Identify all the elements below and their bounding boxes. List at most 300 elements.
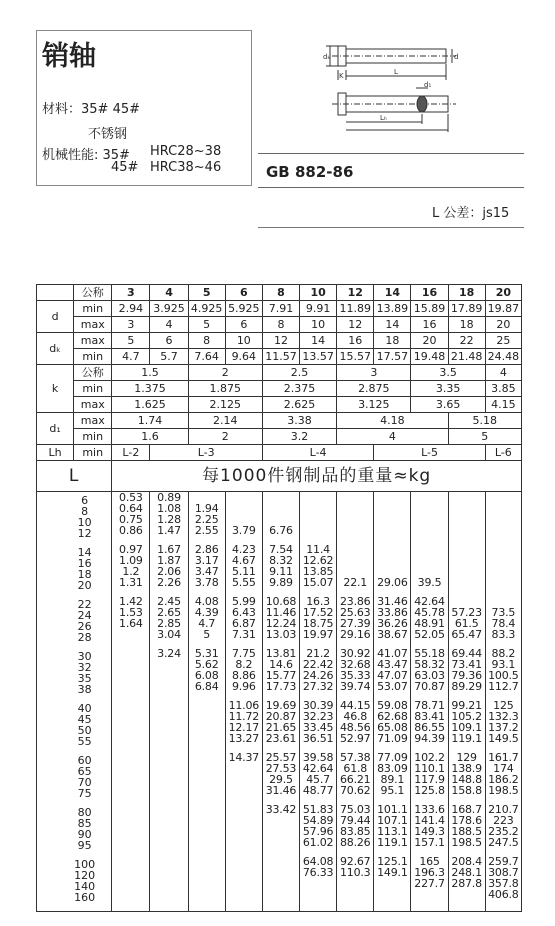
weight-value: 149.5 bbox=[488, 732, 519, 745]
weight-value: 30.92 bbox=[339, 647, 371, 660]
weight-value: 99.21 bbox=[451, 699, 482, 712]
weight-group bbox=[226, 492, 262, 536]
nominal-label: 公称 bbox=[74, 285, 112, 301]
length-value: 75 bbox=[77, 787, 92, 800]
weight-group bbox=[112, 856, 149, 900]
weight-value bbox=[189, 804, 225, 815]
weight-value: 46.8 bbox=[343, 710, 368, 723]
size-header: 4 bbox=[150, 285, 188, 301]
header-row bbox=[37, 285, 522, 301]
length-value: 45 bbox=[77, 713, 92, 726]
weight-value: 1.94 bbox=[194, 502, 219, 515]
weight-group bbox=[112, 648, 149, 692]
weight-value: 15.77 bbox=[265, 669, 297, 682]
lh-value: L-5 bbox=[374, 445, 485, 461]
weight-value bbox=[411, 544, 447, 555]
d-min-value: 4.925 bbox=[188, 301, 225, 317]
weight-value: 45.7 bbox=[306, 773, 330, 786]
weight-group bbox=[411, 804, 447, 848]
weight-value: 2.06 bbox=[157, 565, 181, 578]
d-max-value: 10 bbox=[300, 317, 337, 333]
divider bbox=[258, 153, 524, 154]
weight-value: 75.03 bbox=[339, 803, 371, 816]
weight-group bbox=[150, 596, 187, 640]
weight-value: 0.86 bbox=[119, 524, 143, 537]
weight-value: 2.65 bbox=[157, 606, 181, 619]
length-group bbox=[58, 651, 111, 695]
mech-45-value: HRC38~46 bbox=[150, 160, 222, 175]
weight-group bbox=[374, 804, 410, 848]
d1-max-value: 1.74 bbox=[112, 413, 188, 429]
weight-group bbox=[150, 700, 187, 744]
length-value: 70 bbox=[77, 776, 92, 789]
weight-group bbox=[112, 544, 149, 588]
weight-value bbox=[150, 837, 187, 848]
weight-value bbox=[486, 525, 521, 536]
weight-value: 11.4 bbox=[306, 543, 330, 556]
weight-value: 149.1 bbox=[377, 866, 408, 879]
weight-value bbox=[374, 525, 410, 536]
weight-value bbox=[226, 503, 262, 514]
weight-value: 95.1 bbox=[380, 784, 405, 797]
weight-value: 73.5 bbox=[491, 606, 516, 619]
weight-value: 5.99 bbox=[231, 595, 256, 608]
lh-value: L-2 bbox=[112, 445, 150, 461]
min-label: min bbox=[74, 445, 112, 461]
weight-value: 109.1 bbox=[451, 721, 482, 734]
weight-value bbox=[300, 492, 336, 503]
weight-value bbox=[112, 774, 149, 785]
weight-value: 29.5 bbox=[269, 773, 293, 786]
weight-value: 1.53 bbox=[119, 606, 143, 619]
weight-value: 70.87 bbox=[414, 680, 445, 693]
weight-value: 6.76 bbox=[269, 524, 293, 537]
weight-value: 210.7 bbox=[488, 803, 519, 816]
weight-value bbox=[150, 670, 187, 681]
size-header: 3 bbox=[112, 285, 150, 301]
weight-group bbox=[411, 856, 447, 900]
weight-value: 3.78 bbox=[194, 576, 219, 589]
weight-group bbox=[189, 544, 225, 588]
weight-value: 31.46 bbox=[377, 595, 408, 608]
d-min-value: 9.91 bbox=[300, 301, 337, 317]
weight-value bbox=[226, 837, 262, 848]
length-group bbox=[58, 599, 111, 643]
weight-value bbox=[189, 867, 225, 878]
weight-value: 12.24 bbox=[265, 617, 297, 630]
weight-group bbox=[150, 752, 187, 796]
weight-value: 7.54 bbox=[269, 543, 293, 556]
weight-group bbox=[150, 492, 187, 536]
weight-value bbox=[112, 681, 149, 692]
weight-value: 83.41 bbox=[414, 710, 445, 723]
weight-group bbox=[112, 492, 149, 536]
weight-value: 32.68 bbox=[339, 658, 371, 671]
weight-value: 89.29 bbox=[451, 680, 482, 693]
weight-value bbox=[486, 555, 521, 566]
weight-value: 21.65 bbox=[265, 721, 297, 734]
weight-value: 33.45 bbox=[302, 721, 334, 734]
d1-min-value: 4 bbox=[337, 429, 448, 445]
weight-value bbox=[112, 722, 149, 733]
weight-group bbox=[486, 648, 521, 692]
dk-min-value: 15.57 bbox=[337, 349, 374, 365]
weight-group bbox=[150, 648, 187, 692]
weight-value: 83.85 bbox=[339, 825, 371, 838]
length-value: 90 bbox=[77, 828, 92, 841]
weight-value: 125.1 bbox=[377, 855, 408, 868]
length-value: 6 bbox=[81, 494, 89, 507]
weight-group bbox=[374, 648, 410, 692]
weight-value bbox=[112, 867, 149, 878]
weight-value: 52.05 bbox=[414, 628, 445, 641]
weight-value: 188.5 bbox=[451, 825, 482, 838]
dk-min-value: 7.64 bbox=[188, 349, 225, 365]
weight-value bbox=[150, 785, 187, 796]
dk-min-value: 17.57 bbox=[374, 349, 411, 365]
weight-value: 133.6 bbox=[414, 803, 445, 816]
weight-group bbox=[337, 648, 373, 692]
weight-value bbox=[449, 577, 485, 588]
weight-value: 22.42 bbox=[302, 658, 334, 671]
weight-group bbox=[189, 856, 225, 900]
weight-value bbox=[112, 752, 149, 763]
weight-value: 2.85 bbox=[157, 617, 181, 630]
weight-group bbox=[411, 492, 447, 536]
weight-value: 29.06 bbox=[377, 576, 408, 589]
mech-45-grade: 45# bbox=[111, 160, 139, 175]
weight-value: 223 bbox=[493, 814, 514, 827]
weight-value: 227.7 bbox=[414, 877, 445, 890]
length-group bbox=[58, 755, 111, 799]
weight-value: 13.03 bbox=[265, 628, 297, 641]
d1-min-row bbox=[37, 429, 522, 445]
weight-value: 61.8 bbox=[343, 762, 368, 775]
weight-value bbox=[486, 544, 521, 555]
weight-value bbox=[411, 492, 447, 503]
length-value: 80 bbox=[77, 806, 92, 819]
weight-group bbox=[337, 804, 373, 848]
weight-value bbox=[189, 722, 225, 733]
weight-group bbox=[337, 544, 373, 588]
weight-value: 41.07 bbox=[377, 647, 408, 660]
weight-value bbox=[486, 492, 521, 503]
weight-value: 89.1 bbox=[380, 773, 405, 786]
weight-value: 6.84 bbox=[194, 680, 219, 693]
weight-value bbox=[150, 774, 187, 785]
weight-value bbox=[150, 763, 187, 774]
weight-value bbox=[263, 503, 299, 514]
weight-value: 83.3 bbox=[491, 628, 516, 641]
weight-value: 1.2 bbox=[122, 565, 140, 578]
dk-min-value: 13.57 bbox=[300, 349, 337, 365]
weight-value: 92.67 bbox=[339, 855, 371, 868]
weight-group bbox=[337, 856, 373, 900]
weight-value: 149.3 bbox=[414, 825, 445, 838]
weight-value bbox=[263, 826, 299, 837]
weight-value bbox=[449, 889, 485, 900]
weight-value bbox=[112, 856, 149, 867]
weight-value: 110.1 bbox=[414, 762, 445, 775]
weight-value bbox=[337, 503, 373, 514]
dk-max-row bbox=[37, 333, 522, 349]
length-value: 140 bbox=[74, 880, 96, 893]
weight-value: 110.3 bbox=[339, 866, 371, 879]
weight-group bbox=[449, 700, 485, 744]
weight-value bbox=[150, 889, 187, 900]
weight-value: 8.2 bbox=[235, 658, 253, 671]
material-label: 材料：35# 45# bbox=[42, 102, 141, 117]
length-value: 65 bbox=[77, 765, 92, 778]
size-header: 18 bbox=[448, 285, 485, 301]
weight-value bbox=[189, 856, 225, 867]
weight-value bbox=[226, 889, 262, 900]
weight-value: 6.08 bbox=[194, 669, 219, 682]
length-value: 50 bbox=[77, 724, 92, 737]
weight-value bbox=[263, 867, 299, 878]
weight-value: 112.7 bbox=[488, 680, 519, 693]
weight-value: 2.55 bbox=[194, 524, 219, 537]
length-value: 160 bbox=[74, 891, 96, 904]
weight-value: 71.09 bbox=[377, 732, 408, 745]
weight-value: 174 bbox=[493, 762, 514, 775]
weight-value: 57.23 bbox=[451, 606, 482, 619]
weight-value bbox=[449, 525, 485, 536]
weight-value: 6.43 bbox=[231, 606, 256, 619]
size-header: 10 bbox=[300, 285, 337, 301]
dk-max-value: 14 bbox=[300, 333, 337, 349]
divider bbox=[258, 187, 524, 188]
weight-value: 8.32 bbox=[269, 554, 293, 567]
weight-group bbox=[150, 856, 187, 900]
weight-value: 55.18 bbox=[414, 647, 445, 660]
weight-group bbox=[263, 596, 299, 640]
weight-value: 1.64 bbox=[119, 617, 143, 630]
size-header: 6 bbox=[225, 285, 262, 301]
size-header: 12 bbox=[337, 285, 374, 301]
weight-value: 65.47 bbox=[451, 628, 482, 641]
d-min-value: 13.89 bbox=[374, 301, 411, 317]
length-value: 26 bbox=[77, 620, 92, 633]
k-nominal-value: 4 bbox=[485, 365, 521, 381]
max-label: max bbox=[74, 397, 112, 413]
weight-value: 93.1 bbox=[491, 658, 516, 671]
dimension-table bbox=[36, 284, 522, 912]
weight-value: 247.5 bbox=[488, 836, 519, 849]
weight-value bbox=[226, 826, 262, 837]
weight-value: 9.96 bbox=[231, 680, 256, 693]
weight-value: 69.44 bbox=[451, 647, 482, 660]
weight-value: 65.08 bbox=[377, 721, 408, 734]
weight-value bbox=[112, 659, 149, 670]
weight-value: 165 bbox=[419, 855, 440, 868]
weight-value: 8.86 bbox=[231, 669, 256, 682]
weight-value: 3.47 bbox=[194, 565, 219, 578]
mech-label: 机械性能: 35# bbox=[42, 148, 130, 163]
d1-min-value: 3.2 bbox=[262, 429, 336, 445]
length-value: 28 bbox=[77, 631, 92, 644]
size-header: 20 bbox=[485, 285, 521, 301]
weight-value bbox=[411, 555, 447, 566]
min-label: min bbox=[74, 349, 112, 365]
k-min-value: 2.875 bbox=[337, 381, 411, 397]
weight-value: 83.09 bbox=[377, 762, 408, 775]
length-value: 32 bbox=[77, 661, 92, 674]
weight-value bbox=[300, 503, 336, 514]
weight-value bbox=[226, 867, 262, 878]
weight-value bbox=[449, 503, 485, 514]
weight-value: 17.52 bbox=[302, 606, 334, 619]
weight-group bbox=[411, 544, 447, 588]
length-value: 14 bbox=[77, 546, 92, 559]
label-k: K bbox=[339, 72, 344, 80]
weight-value: 1.42 bbox=[119, 595, 143, 608]
weight-value: 16.3 bbox=[306, 595, 330, 608]
weight-value: 94.39 bbox=[414, 732, 445, 745]
length-value: 60 bbox=[77, 754, 92, 767]
weight-column bbox=[411, 492, 448, 912]
weight-value: 73.41 bbox=[451, 658, 482, 671]
weight-value: 79.36 bbox=[451, 669, 482, 682]
weight-value: 51.83 bbox=[302, 803, 334, 816]
weight-value bbox=[411, 514, 447, 525]
label-d1: d₁ bbox=[424, 81, 432, 89]
weight-value bbox=[112, 826, 149, 837]
lh-value: L-3 bbox=[150, 445, 262, 461]
d-max-row bbox=[37, 317, 522, 333]
weight-value bbox=[337, 544, 373, 555]
weight-value bbox=[374, 503, 410, 514]
weight-value: 1.28 bbox=[157, 513, 181, 526]
weight-group bbox=[449, 648, 485, 692]
weight-value bbox=[112, 889, 149, 900]
weight-value bbox=[337, 525, 373, 536]
weight-value: 36.26 bbox=[377, 617, 408, 630]
d-max-value: 16 bbox=[411, 317, 448, 333]
standard-number: GB 882-86 bbox=[266, 163, 354, 181]
weight-value: 248.1 bbox=[451, 866, 482, 879]
weight-value: 4.39 bbox=[194, 606, 219, 619]
weight-group bbox=[374, 596, 410, 640]
weight-group bbox=[411, 648, 447, 692]
d1-max-value: 4.18 bbox=[337, 413, 448, 429]
weight-value bbox=[150, 804, 187, 815]
weight-value: 35.33 bbox=[339, 669, 371, 682]
length-value: 55 bbox=[77, 735, 92, 748]
mech-35-value: HRC28~38 bbox=[150, 144, 222, 159]
weight-value: 64.08 bbox=[302, 855, 334, 868]
weight-value: 2.25 bbox=[194, 513, 219, 526]
weight-value: 208.4 bbox=[451, 855, 482, 868]
length-group bbox=[58, 495, 111, 539]
weight-value: 19.97 bbox=[302, 628, 334, 641]
weight-group bbox=[300, 752, 336, 796]
weight-value: 5.62 bbox=[194, 658, 219, 671]
weight-value: 61.5 bbox=[454, 617, 479, 630]
size-header: 16 bbox=[411, 285, 448, 301]
weight-group bbox=[337, 700, 373, 744]
weight-value: 48.91 bbox=[414, 617, 445, 630]
d1-max-row bbox=[37, 413, 522, 429]
lh-label: Lh bbox=[37, 445, 74, 461]
k-nominal-value: 1.5 bbox=[112, 365, 188, 381]
weight-value: 4.67 bbox=[231, 554, 256, 567]
weight-group bbox=[150, 804, 187, 848]
weight-column bbox=[448, 492, 485, 912]
length-value: 38 bbox=[77, 683, 92, 696]
weight-value: 13.81 bbox=[265, 647, 297, 660]
weight-value: 44.15 bbox=[339, 699, 371, 712]
d-min-row bbox=[37, 301, 522, 317]
weight-value bbox=[411, 889, 447, 900]
weight-value: 141.4 bbox=[414, 814, 445, 827]
weight-value bbox=[263, 492, 299, 503]
weight-value: 113.1 bbox=[377, 825, 408, 838]
weight-group bbox=[374, 544, 410, 588]
weight-group bbox=[449, 596, 485, 640]
k-max-value: 1.625 bbox=[112, 397, 188, 413]
d-label: d bbox=[37, 301, 74, 333]
dk-min-value: 24.48 bbox=[485, 349, 521, 365]
weight-value bbox=[226, 774, 262, 785]
weight-value bbox=[189, 826, 225, 837]
weight-value: 1.67 bbox=[157, 543, 181, 556]
weight-value bbox=[449, 555, 485, 566]
weight-value: 3.04 bbox=[157, 628, 181, 641]
lh-value: L-4 bbox=[262, 445, 373, 461]
weight-value bbox=[112, 804, 149, 815]
weight-value: 27.39 bbox=[339, 617, 371, 630]
weight-value: 9.89 bbox=[269, 576, 293, 589]
weight-value: 47.07 bbox=[377, 669, 408, 682]
max-label: max bbox=[74, 333, 112, 349]
k-nominal-value: 3 bbox=[337, 365, 411, 381]
weight-group bbox=[226, 752, 262, 796]
d-max-value: 4 bbox=[150, 317, 188, 333]
weight-value bbox=[374, 514, 410, 525]
weight-group bbox=[449, 752, 485, 796]
weight-value bbox=[150, 826, 187, 837]
weight-value bbox=[150, 856, 187, 867]
weight-value bbox=[189, 878, 225, 889]
weight-value bbox=[337, 492, 373, 503]
weight-value: 102.2 bbox=[414, 751, 445, 764]
dk-max-value: 8 bbox=[188, 333, 225, 349]
weight-value bbox=[226, 815, 262, 826]
d-min-value: 17.89 bbox=[448, 301, 485, 317]
k-max-value: 4.15 bbox=[485, 397, 521, 413]
weight-group bbox=[189, 804, 225, 848]
weight-value: 0.89 bbox=[157, 491, 181, 504]
weight-value: 198.5 bbox=[488, 784, 519, 797]
d-max-value: 14 bbox=[374, 317, 411, 333]
weight-value: 1.31 bbox=[119, 576, 143, 589]
weight-group bbox=[263, 492, 299, 536]
min-label: min bbox=[74, 301, 112, 317]
weight-group bbox=[263, 856, 299, 900]
weight-group bbox=[226, 648, 262, 692]
weight-value: 24.26 bbox=[302, 669, 334, 682]
weight-value bbox=[150, 659, 187, 670]
d-min-value: 5.925 bbox=[225, 301, 262, 317]
k-min-value: 3.35 bbox=[411, 381, 485, 397]
material-extra: 不锈钢 bbox=[88, 127, 128, 142]
weight-value bbox=[226, 492, 262, 503]
weight-value: 129 bbox=[456, 751, 477, 764]
weight-group bbox=[411, 752, 447, 796]
dk-min-value: 21.48 bbox=[448, 349, 485, 365]
weight-value bbox=[374, 889, 410, 900]
